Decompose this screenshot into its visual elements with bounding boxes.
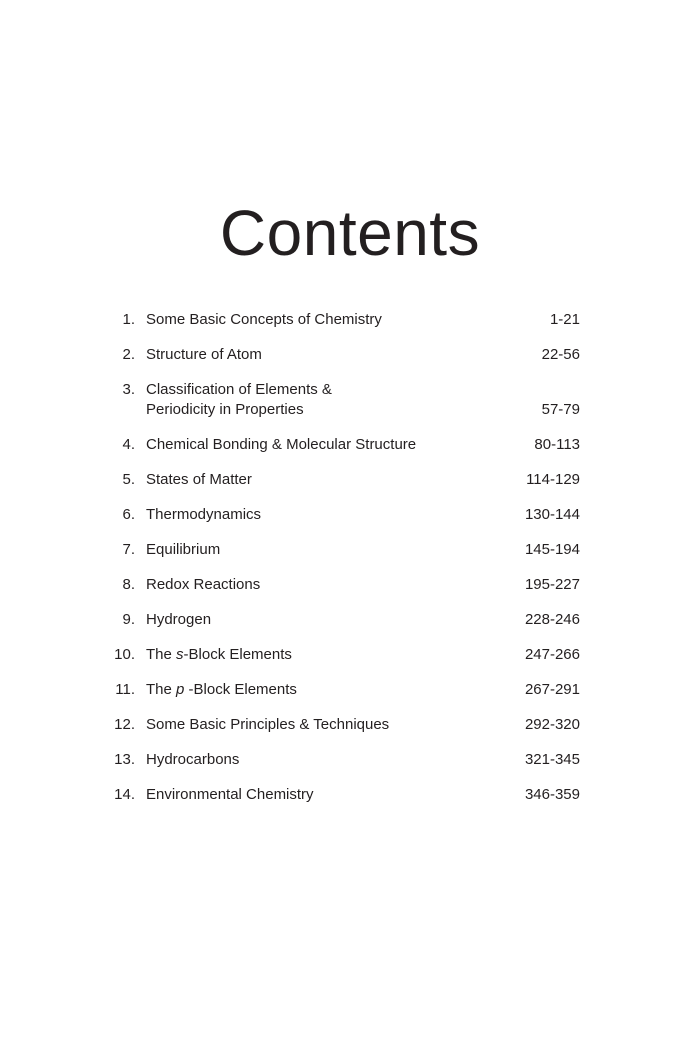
toc-entry-3[interactable] <box>100 380 580 420</box>
chapter-number: 12. <box>114 716 135 733</box>
toc-entry-4[interactable] <box>100 435 580 455</box>
chapter-title: Environmental Chemistry <box>146 786 314 803</box>
chapter-title <box>135 680 490 700</box>
chapter-title <box>135 645 490 665</box>
toc-entry-10[interactable] <box>100 645 580 665</box>
toc-entry-12[interactable] <box>100 715 580 735</box>
chapter-title-prefix: The <box>146 646 177 663</box>
page-range: 22-56 <box>541 346 580 363</box>
page-range: 267-291 <box>524 681 580 698</box>
chapter-number: 2. <box>122 346 135 363</box>
chapter-number: 1. <box>122 311 135 328</box>
toc-entry-13[interactable] <box>100 750 580 770</box>
chapter-title: Some Basic Concepts of Chemistry <box>146 311 382 328</box>
chapter-number: 14. <box>114 786 135 803</box>
chapter-number: 9. <box>122 611 135 628</box>
chapter-title: Hydrogen <box>146 611 212 628</box>
chapter-number: 5. <box>122 471 135 488</box>
toc-entry-14[interactable] <box>100 785 580 805</box>
toc-entry-5[interactable] <box>100 470 580 490</box>
toc-entry-7[interactable] <box>100 540 580 560</box>
chapter-title: Thermodynamics <box>146 506 262 523</box>
page-range: 1-21 <box>549 311 580 328</box>
page-range: 145-194 <box>524 541 580 558</box>
chapter-title-italic: s <box>176 646 184 663</box>
toc-entry-1[interactable] <box>100 310 580 330</box>
page-range: 114-129 <box>526 471 580 488</box>
chapter-title: Hydrocarbons <box>146 751 240 768</box>
toc-entry-2[interactable] <box>100 345 580 365</box>
toc-entry-11[interactable] <box>100 680 580 700</box>
chapter-title: Equilibrium <box>146 541 221 558</box>
toc-entry-8[interactable] <box>100 575 580 595</box>
chapter-title-suffix: -Block Elements <box>183 646 292 663</box>
page-range: 228-246 <box>524 611 580 628</box>
page-range: 321-345 <box>524 751 580 768</box>
page-range: 346-359 <box>524 786 580 803</box>
chapter-title: Chemical Bonding & Molecular Structure <box>146 436 417 453</box>
toc-entry-9[interactable] <box>100 610 580 630</box>
chapter-number: 10. <box>114 646 135 663</box>
page-range: 57-79 <box>541 401 580 418</box>
chapter-title-prefix: The <box>146 681 177 698</box>
chapter-number: 3. <box>122 381 135 398</box>
chapter-title-line-1: Classification of Elements & <box>146 381 332 398</box>
chapter-title: Redox Reactions <box>146 576 261 593</box>
chapter-number: 11. <box>115 681 135 698</box>
chapter-title: Some Basic Principles & Techniques <box>146 716 390 733</box>
page-range: 130-144 <box>524 506 580 523</box>
page-range: 195-227 <box>524 576 580 593</box>
page-range: 80-113 <box>534 436 580 453</box>
chapter-title: States of Matter <box>146 471 252 488</box>
chapter-title-suffix: -Block Elements <box>184 681 297 698</box>
page-title: Contents <box>219 197 481 269</box>
chapter-title: Structure of Atom <box>146 346 262 363</box>
chapter-title <box>135 380 490 420</box>
chapter-number: 7. <box>122 541 135 558</box>
toc-entry-6[interactable] <box>100 505 580 525</box>
chapter-number: 8. <box>122 576 135 593</box>
table-of-contents <box>100 310 580 820</box>
chapter-number: 6. <box>122 506 135 523</box>
chapter-title-italic: p <box>176 681 185 698</box>
chapter-number: 13. <box>114 751 135 768</box>
chapter-number: 4. <box>122 436 135 453</box>
chapter-title-line-2: Periodicity in Properties <box>146 401 304 418</box>
page-range: 247-266 <box>524 646 580 663</box>
page-range: 292-320 <box>524 716 580 733</box>
